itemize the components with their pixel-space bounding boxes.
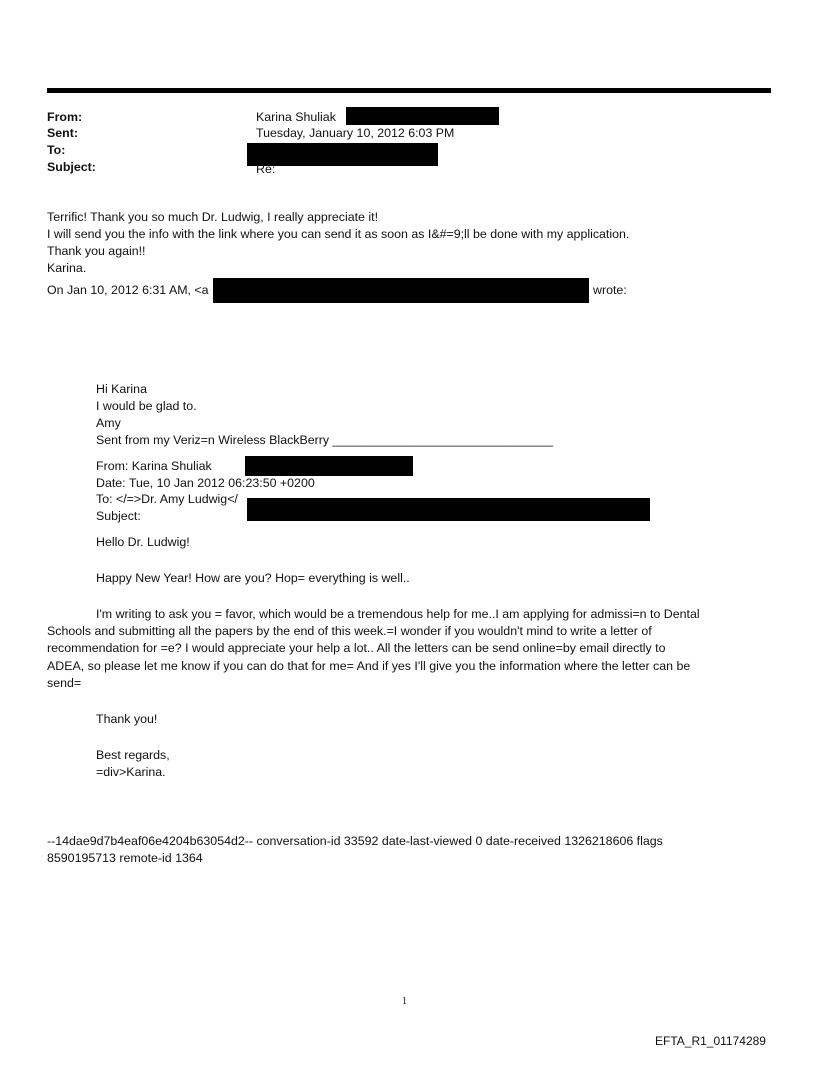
quoted-paragraph-line: ADEA, so please let me know if you can do that for me= And if yes I'll give you the information where the letter can be: [47, 659, 691, 673]
redaction-quote-email: [213, 278, 589, 303]
quoted-thanks: Thank you!: [96, 712, 158, 726]
sent-value: Tuesday, January 10, 2012 6:03 PM: [256, 126, 455, 140]
quoted-regards: Best regards,: [96, 748, 170, 762]
quote-intro-end: wrote:: [593, 283, 627, 297]
quoted-paragraph-line: recommendation for =e? I would appreciate your help a lot.. All the letters can be send online=by email directly to: [47, 641, 666, 655]
document-id: EFTA_R1_01174289: [655, 1034, 766, 1048]
body-line: Terrific! Thank you so much Dr. Ludwig, I really appreciate it!: [47, 210, 379, 224]
quoted-from: From: Karina Shuliak: [96, 459, 212, 473]
from-label: From:: [47, 110, 83, 124]
from-value: Karina Shuliak: [256, 110, 336, 124]
subject-value: Re:: [256, 162, 276, 176]
quote-intro: On Jan 10, 2012 6:31 AM, <a: [47, 283, 209, 297]
quoted-greeting: Hello Dr. Ludwig!: [96, 535, 190, 549]
redaction-quoted-to: [247, 498, 650, 521]
subject-label: Subject:: [47, 160, 96, 174]
redaction-to: [247, 143, 438, 166]
body-line: Karina.: [47, 261, 87, 275]
quoted-line: Sent from my Veriz=n Wireless BlackBerry ________________________________: [96, 433, 554, 447]
meta-line: --14dae9d7b4eaf06e4204b63054d2-- conversation-id 33592 date-last-viewed 0 date-received 1326218606 flags: [47, 834, 663, 848]
sent-label: Sent:: [47, 126, 78, 140]
quoted-line: I would be glad to.: [96, 399, 197, 413]
quoted-happy: Happy New Year! How are you? Hop= everything is well..: [96, 571, 410, 585]
quoted-subject: Subject:: [96, 509, 141, 523]
quoted-signoff: =div>Karina.: [96, 765, 166, 779]
body-line: Thank you again!!: [47, 244, 146, 258]
quoted-line: Amy: [96, 416, 121, 430]
header-rule: [47, 88, 771, 93]
quoted-line: Hi Karina: [96, 382, 147, 396]
body-line: I will send you the info with the link where you can send it as soon as I&#=9;ll be done with my application.: [47, 227, 630, 241]
quoted-paragraph-line: Schools and submitting all the papers by the end of this week.=I wonder if you wouldn't mind to write a letter of: [47, 624, 652, 638]
meta-line: 8590195713 remote-id 1364: [47, 851, 203, 865]
redaction-from-email: [346, 107, 499, 125]
quoted-paragraph-line: I'm writing to ask you = favor, which would be a tremendous help for me..I am applying for admissi=n to Dental: [96, 607, 700, 621]
page-number: 1: [402, 996, 407, 1007]
quoted-to: To: </=>Dr. Amy Ludwig</: [96, 492, 238, 506]
quoted-date: Date: Tue, 10 Jan 2012 06:23:50 +0200: [96, 476, 315, 490]
redaction-quoted-from: [245, 456, 413, 476]
quoted-paragraph-line: send=: [47, 676, 82, 690]
to-label: To:: [47, 143, 66, 157]
